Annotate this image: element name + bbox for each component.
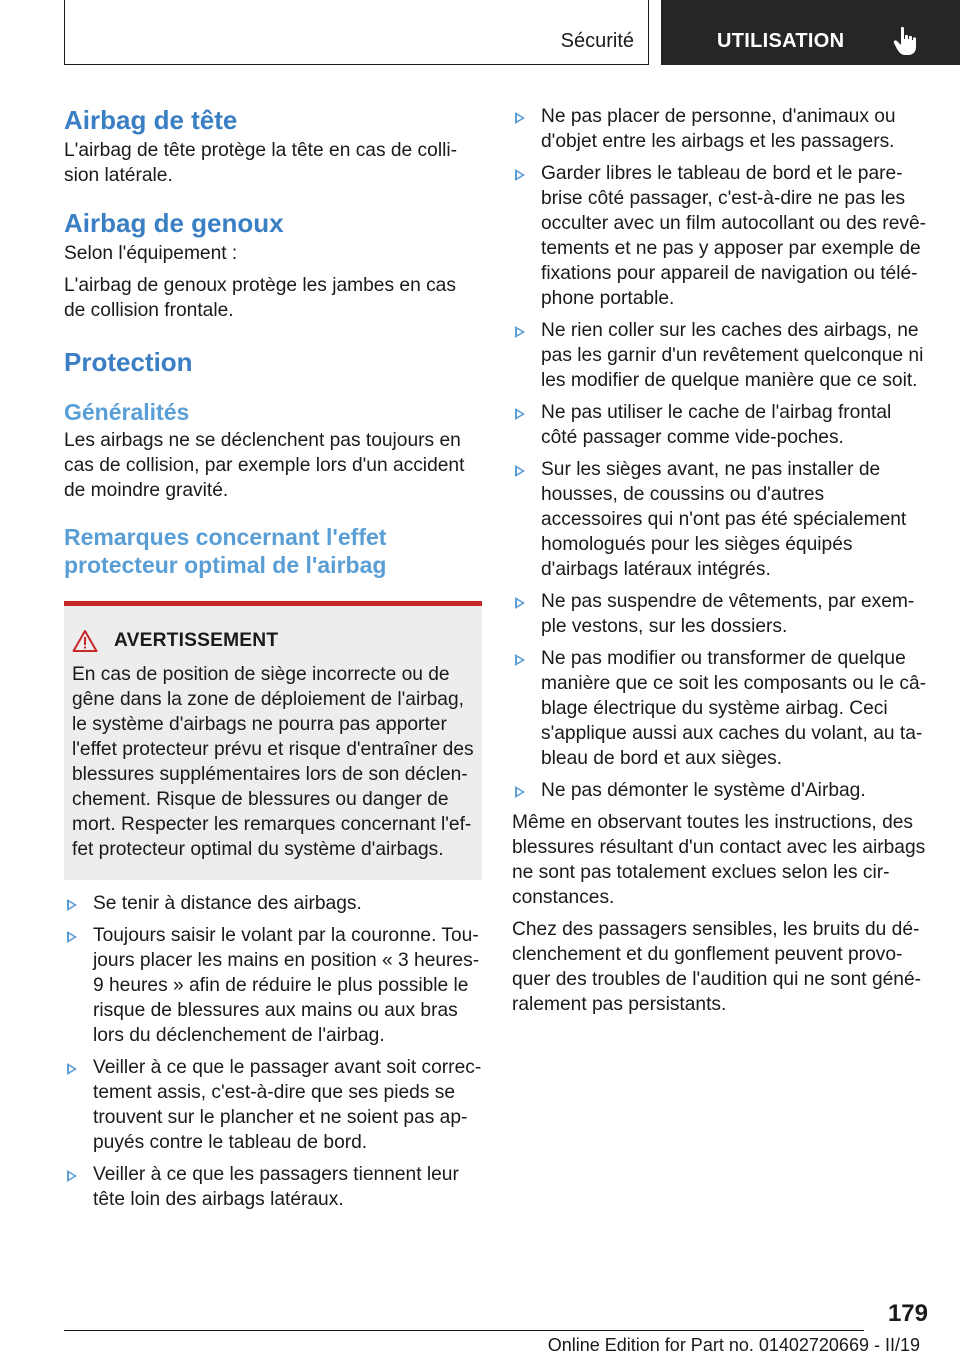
list-item-text: Ne pas démonter le système d'Airbag. — [541, 780, 866, 801]
triangle-bullet-icon — [515, 786, 525, 798]
list-item-text: Garder libres le tableau de bord et le pare-brise côté passager, c'est-à-dire ne pas les occulter avec un film autocollant ou des revêtements et ne pas y apposer par exemple de fixations pour appareil de navigation ou téléphone portable. — [541, 163, 927, 309]
list-item-text: Ne rien coller sur les caches des airbags, ne pas les garnir d'un revêtement quelconque ni les modifier de quelque manière que ce soit. — [541, 320, 924, 391]
triangle-bullet-icon — [67, 1170, 77, 1182]
heading-remarques: Remarques concernant l'effet protecteur optimal de l'airbag — [64, 524, 387, 578]
triangle-bullet-icon — [515, 169, 525, 181]
heading-airbag-genoux: Airbag de genoux — [64, 208, 284, 238]
warning-title: AVERTISSEMENT — [114, 630, 279, 651]
text-airbag-tete: L'airbag de tête protège la tête en cas de collision latérale. — [64, 140, 457, 186]
list-item-text: Sur les sièges avant, ne pas installer de housses, de coussins ou d'autres accessoires qui n'ont pas été spécialement homologués pour les sièges équipés d'airbags latéraux intégrés. — [541, 459, 907, 580]
header-chapter-title: UTILISATION — [717, 30, 845, 52]
left-column — [64, 100, 482, 1219]
list-item — [512, 778, 928, 803]
page-number: 179 — [887, 1300, 928, 1327]
footer-divider — [64, 1330, 864, 1331]
triangle-bullet-icon — [515, 326, 525, 338]
triangle-bullet-icon — [515, 654, 525, 666]
list-item-text: Veiller à ce que le passager avant soit correctement assis, c'est-à-dire que ses pieds se trouvent sur le plancher et ne soient pas appuyés contre le tableau de bord. — [93, 1057, 482, 1153]
list-item — [64, 1055, 482, 1155]
header-section-title: Sécurité — [560, 30, 634, 52]
text-generalites: Les airbags ne se déclenchent pas toujours en cas de collision, par exemple lors d'un accident de moindre gravité. — [64, 430, 465, 501]
triangle-bullet-icon — [67, 931, 77, 943]
warning-box — [64, 601, 482, 880]
text-airbag-genoux: L'airbag de genoux protège les jambes en cas de collision frontale. — [64, 275, 456, 321]
triangle-bullet-icon — [67, 899, 77, 911]
text-bruits: Chez des passagers sensibles, les bruits du déclenchement et du gonflement peuvent provoquer des troubles de l'audition qui ne sont généralement pas persistants. — [512, 919, 922, 1015]
triangle-bullet-icon — [515, 465, 525, 477]
heading-protection: Protection — [64, 347, 193, 377]
footer-edition: Online Edition for Part no. 01402720669 - II/19 — [547, 1335, 920, 1355]
header-section-box — [64, 0, 649, 65]
heading-airbag-tete: Airbag de tête — [64, 105, 238, 135]
pointing-hand-icon — [893, 26, 921, 56]
list-item — [512, 104, 928, 154]
list-item — [512, 646, 928, 771]
left-bullet-list — [64, 891, 482, 1212]
list-item-text: Toujours saisir le volant par la couronne. Toujours placer les mains en position « 3 heures-9 heures » afin de réduire le plus possible le risque de blessures aux mains ou aux bras lors du déclenchement de l'airbag. — [93, 925, 480, 1046]
list-item-text: Se tenir à distance des airbags. — [93, 893, 362, 914]
text-instructions: Même en observant toutes les instructions, des blessures résultant d'un contact avec les airbags ne sont pas totalement exclues selon les circonstances. — [512, 812, 926, 908]
right-column — [512, 104, 928, 1017]
list-item-text: Ne pas modifier ou transformer de quelque manière que ce soit les composants ou le câblage électrique du système airbag. Ceci s'applique aussi aux caches du volant, au tableau de bord et aux sièges. — [541, 648, 927, 769]
list-item-text: Ne pas suspendre de vêtements, par exemple vestons, sur les dossiers. — [541, 591, 915, 637]
list-item-text: Ne pas utiliser le cache de l'airbag frontal côté passager comme vide-poches. — [541, 402, 892, 448]
header-chapter-box — [661, 0, 960, 65]
list-item — [512, 318, 928, 393]
list-item — [512, 400, 928, 450]
triangle-bullet-icon — [67, 1063, 77, 1075]
list-item — [64, 923, 482, 1048]
list-item — [512, 589, 928, 639]
warning-triangle-icon — [72, 629, 98, 653]
list-item-text: Veiller à ce que les passagers tiennent leur tête loin des airbags latéraux. — [93, 1164, 459, 1210]
warning-header — [72, 626, 476, 656]
list-item — [64, 1162, 482, 1212]
triangle-bullet-icon — [515, 597, 525, 609]
list-item-text: Ne pas placer de personne, d'animaux ou d'objet entre les airbags et les passagers. — [541, 106, 896, 152]
heading-generalites: Généralités — [64, 399, 190, 425]
list-item — [64, 891, 482, 916]
list-item — [512, 457, 928, 582]
text-equipement: Selon l'équipement : — [64, 243, 238, 264]
triangle-bullet-icon — [515, 408, 525, 420]
triangle-bullet-icon — [515, 112, 525, 124]
right-bullet-list — [512, 104, 928, 803]
list-item — [512, 161, 928, 311]
warning-text: En cas de position de siège incorrecte ou de gêne dans la zone de déploiement de l'airbag, le système d'airbags ne pourra pas apporter l'effet protecteur prévu et risque d'entraîner des blessures supplémentaires lors de son déclenchement. Risque de blessures ou danger de mort. Respecter les remarques concernant l'effet protecteur optimal du système d'airbags. — [72, 664, 474, 860]
